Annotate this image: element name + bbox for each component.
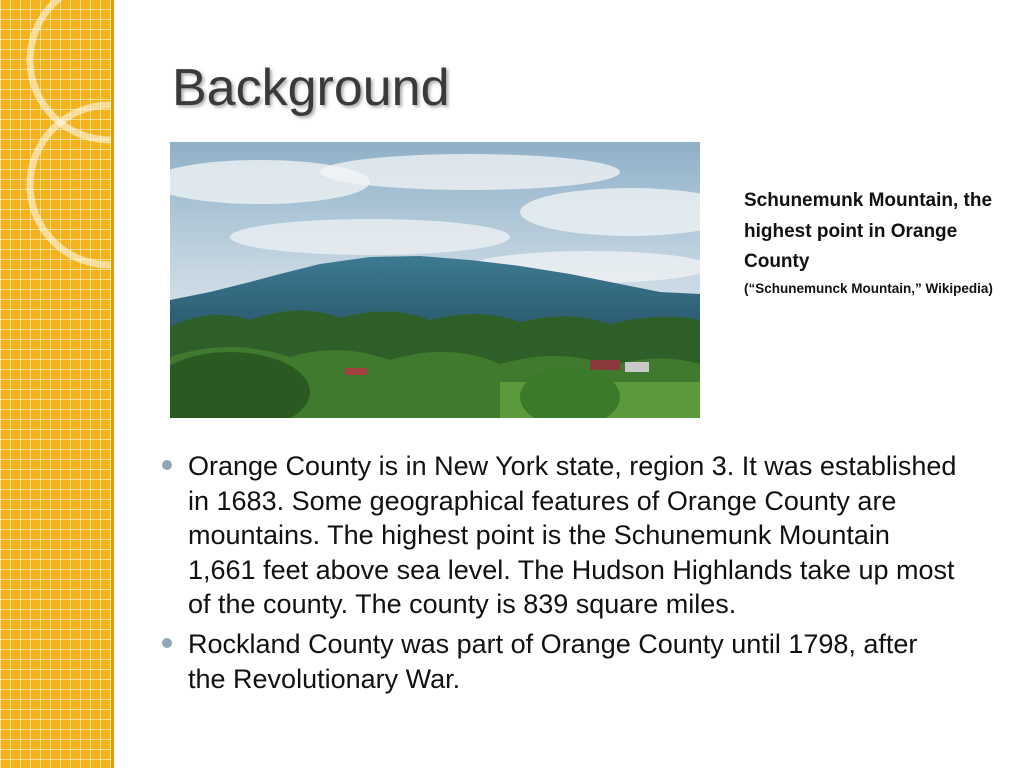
bullet-text: Orange County is in New York state, region 3. It was established in 1683. Some geographical features of Orange County are mountains. The highest point is the Schunemunk Mountain 1,661 feet above sea level. The Hudson Highlands take up most of the county. The county is 839 square miles.	[188, 451, 957, 620]
bullet-text: Rockland County was part of Orange County until 1798, after the Revolutionary War.	[188, 628, 918, 694]
image-caption	[744, 186, 1004, 299]
bullet-dot-icon	[162, 638, 172, 648]
bullet-dot-icon	[162, 460, 172, 470]
decorative-sidebar	[0, 0, 114, 768]
caption-citation: (“Schunemunck Mountain,” Wikipedia)	[744, 280, 993, 296]
mountain-photo	[170, 142, 700, 418]
ring-decoration	[0, 0, 114, 768]
caption-text: Schunemunk Mountain, the highest point in Orange County	[744, 190, 993, 272]
bullet-list	[160, 449, 960, 701]
bullet-item	[160, 627, 960, 696]
slide-title: Background	[172, 59, 450, 117]
bullet-item	[160, 449, 960, 622]
